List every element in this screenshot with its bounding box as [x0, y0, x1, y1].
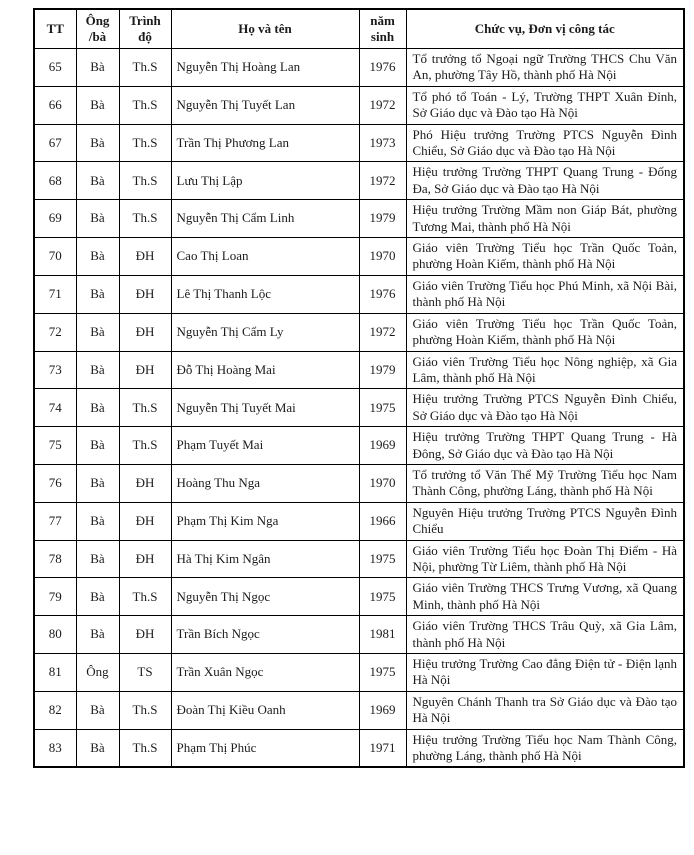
table-row [34, 654, 684, 692]
cell-tt: 72 [34, 313, 76, 351]
cell-chucvu: Hiệu trưởng Trường THPT Quang Trung - Đống Đa, Sở Giáo dục và Đào tạo Hà Nội [406, 162, 684, 200]
cell-namsinh: 1975 [359, 389, 406, 427]
table-row [34, 691, 684, 729]
cell-trinhdo: Th.S [119, 86, 171, 124]
cell-hoten: Lê Thị Thanh Lộc [171, 275, 359, 313]
table-row [34, 351, 684, 389]
cell-tt: 67 [34, 124, 76, 162]
cell-trinhdo: Th.S [119, 162, 171, 200]
cell-hoten: Phạm Thị Phúc [171, 729, 359, 767]
cell-namsinh: 1975 [359, 540, 406, 578]
cell-hoten: Trần Bích Ngọc [171, 616, 359, 654]
cell-ongba: Bà [76, 162, 119, 200]
cell-tt: 83 [34, 729, 76, 767]
table-row [34, 464, 684, 502]
cell-trinhdo: Th.S [119, 578, 171, 616]
cell-namsinh: 1981 [359, 616, 406, 654]
cell-chucvu: Tổ trưởng tổ Ngoại ngữ Trường THCS Chu Văn An, phường Tây Hồ, thành phố Hà Nội [406, 49, 684, 87]
table-row [34, 275, 684, 313]
cell-ongba: Bà [76, 616, 119, 654]
cell-namsinh: 1971 [359, 729, 406, 767]
cell-trinhdo: ĐH [119, 616, 171, 654]
cell-trinhdo: ĐH [119, 464, 171, 502]
personnel-table [33, 8, 685, 768]
column-header-trinhdo: Trình độ [119, 9, 171, 49]
cell-ongba: Bà [76, 691, 119, 729]
cell-chucvu: Giáo viên Trường THCS Trâu Quỳ, xã Gia Lâm, thành phố Hà Nội [406, 616, 684, 654]
cell-tt: 77 [34, 502, 76, 540]
cell-trinhdo: Th.S [119, 691, 171, 729]
cell-namsinh: 1970 [359, 464, 406, 502]
cell-chucvu: Hiệu trưởng Trường Mầm non Giáp Bát, phường Tương Mai, thành phố Hà Nội [406, 200, 684, 238]
cell-chucvu: Tổ phó tổ Toán - Lý, Trường THPT Xuân Đỉnh, Sở Giáo dục và Đào tạo Hà Nội [406, 86, 684, 124]
cell-trinhdo: Th.S [119, 389, 171, 427]
cell-chucvu: Hiệu trưởng Trường Tiểu học Nam Thành Công, phường Láng, thành phố Hà Nội [406, 729, 684, 767]
cell-chucvu: Giáo viên Trường Tiểu học Phú Minh, xã Nội Bài, thành phố Hà Nội [406, 275, 684, 313]
cell-namsinh: 1973 [359, 124, 406, 162]
cell-tt: 76 [34, 464, 76, 502]
cell-chucvu: Nguyên Chánh Thanh tra Sở Giáo dục và Đào tạo Hà Nội [406, 691, 684, 729]
cell-ongba: Bà [76, 238, 119, 276]
cell-tt: 80 [34, 616, 76, 654]
cell-ongba: Bà [76, 49, 119, 87]
cell-tt: 73 [34, 351, 76, 389]
cell-trinhdo: Th.S [119, 200, 171, 238]
cell-ongba: Bà [76, 729, 119, 767]
cell-chucvu: Tổ trưởng tổ Văn Thể Mỹ Trường Tiểu học Nam Thành Công, phường Láng, thành phố Hà Nội [406, 464, 684, 502]
cell-hoten: Hà Thị Kim Ngân [171, 540, 359, 578]
cell-tt: 74 [34, 389, 76, 427]
cell-namsinh: 1969 [359, 691, 406, 729]
cell-namsinh: 1979 [359, 200, 406, 238]
cell-trinhdo: ĐH [119, 313, 171, 351]
cell-ongba: Bà [76, 86, 119, 124]
cell-tt: 68 [34, 162, 76, 200]
table-row [34, 427, 684, 465]
cell-hoten: Nguyễn Thị Cẩm Linh [171, 200, 359, 238]
cell-hoten: Nguyễn Thị Hoàng Lan [171, 49, 359, 87]
cell-hoten: Lưu Thị Lập [171, 162, 359, 200]
cell-ongba: Bà [76, 200, 119, 238]
table-row [34, 389, 684, 427]
table-row [34, 49, 684, 87]
cell-trinhdo: ĐH [119, 275, 171, 313]
cell-trinhdo: ĐH [119, 351, 171, 389]
cell-hoten: Trần Thị Phương Lan [171, 124, 359, 162]
cell-hoten: Nguyễn Thị Tuyết Lan [171, 86, 359, 124]
table-row [34, 502, 684, 540]
cell-tt: 79 [34, 578, 76, 616]
cell-ongba: Bà [76, 124, 119, 162]
cell-namsinh: 1970 [359, 238, 406, 276]
cell-chucvu: Nguyên Hiệu trưởng Trường PTCS Nguyễn Đình Chiểu [406, 502, 684, 540]
cell-ongba: Bà [76, 540, 119, 578]
cell-ongba: Ông [76, 654, 119, 692]
cell-tt: 70 [34, 238, 76, 276]
cell-hoten: Nguyễn Thị Ngọc [171, 578, 359, 616]
cell-chucvu: Hiệu trưởng Trường Cao đẳng Điện tử - Điện lạnh Hà Nội [406, 654, 684, 692]
cell-trinhdo: Th.S [119, 427, 171, 465]
cell-trinhdo: Th.S [119, 729, 171, 767]
cell-namsinh: 1976 [359, 275, 406, 313]
table-header-row [34, 9, 684, 49]
cell-chucvu: Giáo viên Trường Tiểu học Trần Quốc Toản, phường Hoàn Kiếm, thành phố Hà Nội [406, 238, 684, 276]
cell-ongba: Bà [76, 351, 119, 389]
cell-chucvu: Giáo viên Trường Tiểu học Đoàn Thị Điểm - Hà Nội, phường Từ Liêm, thành phố Hà Nội [406, 540, 684, 578]
cell-tt: 71 [34, 275, 76, 313]
column-header-tt: TT [34, 9, 76, 49]
table-row [34, 200, 684, 238]
cell-tt: 78 [34, 540, 76, 578]
column-header-hoten: Họ và tên [171, 9, 359, 49]
table-row [34, 578, 684, 616]
cell-chucvu: Hiệu trưởng Trường THPT Quang Trung - Hà Đông, Sở Giáo dục và Đào tạo Hà Nội [406, 427, 684, 465]
cell-chucvu: Hiệu trưởng Trường PTCS Nguyễn Đình Chiểu, Sở Giáo dục và Đào tạo Hà Nội [406, 389, 684, 427]
cell-chucvu: Giáo viên Trường Tiểu học Trần Quốc Toản, phường Hoàn Kiếm, thành phố Hà Nội [406, 313, 684, 351]
cell-namsinh: 1972 [359, 162, 406, 200]
table-row [34, 162, 684, 200]
cell-tt: 82 [34, 691, 76, 729]
cell-namsinh: 1972 [359, 86, 406, 124]
cell-hoten: Trần Xuân Ngọc [171, 654, 359, 692]
cell-namsinh: 1972 [359, 313, 406, 351]
cell-hoten: Cao Thị Loan [171, 238, 359, 276]
cell-namsinh: 1979 [359, 351, 406, 389]
cell-trinhdo: ĐH [119, 502, 171, 540]
cell-chucvu: Giáo viên Trường THCS Trưng Vương, xã Quang Minh, thành phố Hà Nội [406, 578, 684, 616]
cell-hoten: Phạm Thị Kim Nga [171, 502, 359, 540]
cell-hoten: Phạm Tuyết Mai [171, 427, 359, 465]
column-header-ongba: Ông /bà [76, 9, 119, 49]
column-header-namsinh: năm sinh [359, 9, 406, 49]
cell-tt: 69 [34, 200, 76, 238]
table-row [34, 616, 684, 654]
cell-namsinh: 1966 [359, 502, 406, 540]
cell-namsinh: 1969 [359, 427, 406, 465]
cell-hoten: Đoàn Thị Kiều Oanh [171, 691, 359, 729]
table-row [34, 238, 684, 276]
cell-ongba: Bà [76, 313, 119, 351]
cell-tt: 75 [34, 427, 76, 465]
cell-namsinh: 1975 [359, 654, 406, 692]
table-row [34, 124, 684, 162]
cell-hoten: Hoàng Thu Nga [171, 464, 359, 502]
column-header-chucvu: Chức vụ, Đơn vị công tác [406, 9, 684, 49]
cell-trinhdo: ĐH [119, 238, 171, 276]
cell-ongba: Bà [76, 389, 119, 427]
cell-ongba: Bà [76, 464, 119, 502]
cell-ongba: Bà [76, 275, 119, 313]
cell-hoten: Nguyễn Thị Tuyết Mai [171, 389, 359, 427]
table-row [34, 313, 684, 351]
table-row [34, 540, 684, 578]
cell-trinhdo: ĐH [119, 540, 171, 578]
cell-tt: 66 [34, 86, 76, 124]
table-row [34, 86, 684, 124]
cell-tt: 81 [34, 654, 76, 692]
cell-ongba: Bà [76, 502, 119, 540]
cell-chucvu: Giáo viên Trường Tiểu học Nông nghiệp, xã Gia Lâm, thành phố Hà Nội [406, 351, 684, 389]
cell-namsinh: 1975 [359, 578, 406, 616]
cell-namsinh: 1976 [359, 49, 406, 87]
cell-ongba: Bà [76, 578, 119, 616]
table-row [34, 729, 684, 767]
cell-chucvu: Phó Hiệu trưởng Trường PTCS Nguyễn Đình Chiểu, Sở Giáo dục và Đào tạo Hà Nội [406, 124, 684, 162]
table-body [34, 49, 684, 768]
cell-trinhdo: TS [119, 654, 171, 692]
cell-ongba: Bà [76, 427, 119, 465]
cell-trinhdo: Th.S [119, 49, 171, 87]
cell-hoten: Đỗ Thị Hoàng Mai [171, 351, 359, 389]
table-header [34, 9, 684, 49]
cell-trinhdo: Th.S [119, 124, 171, 162]
cell-tt: 65 [34, 49, 76, 87]
cell-hoten: Nguyễn Thị Cẩm Ly [171, 313, 359, 351]
